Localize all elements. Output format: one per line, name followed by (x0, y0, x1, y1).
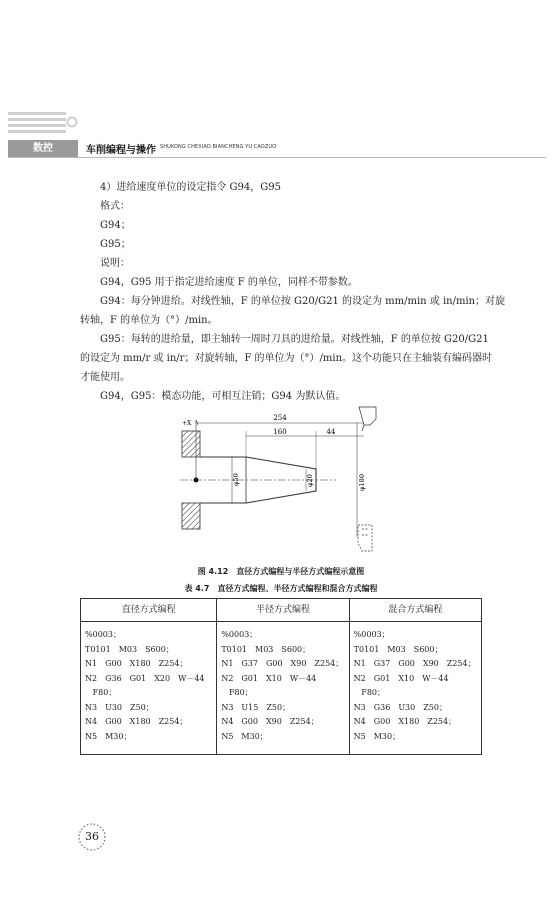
chuck-jaw-lower (182, 503, 200, 529)
table-caption: 表 4.7 直径方式编程、半径方式编程和混合方式编程 (184, 584, 378, 593)
body-line: G94：每分钟进给。对线性轴，F 的单位按 G20/G21 的设定为 mm/min 或 in/min；对旋 (100, 296, 506, 307)
dia-50: φ50 (232, 473, 240, 486)
dim-254: 254 (273, 414, 287, 422)
body-line: G94，G95 用于指定进给速度 F 的单位，同样不带参数。 (100, 277, 358, 288)
lathe-diagram (176, 403, 386, 555)
header-rule (8, 157, 546, 158)
body-line: 转轴，F 的单位为（°）/min。 (80, 315, 218, 326)
table-header-row (81, 599, 482, 622)
header-tag: 数控 (8, 140, 78, 157)
dim-44: 44 (326, 428, 336, 436)
axis-x-label: +X (182, 420, 192, 427)
tool-lower (358, 525, 372, 551)
code-diameter: %0003； T0101 M03 S600； N1 G00 X180 Z254； N2 G36 G01 X20 W－44 F80； N3 U30 Z50； N4 G00 X180 Z254； N5 M30； (81, 622, 217, 755)
body-line: G94，G95：模态功能，可相互注销；G94 为默认值。 (100, 391, 346, 402)
header-subtitle: SHUKONG CHEXIAO BIANCHENG YU CAOZUO (160, 144, 277, 150)
header-diameter: 直径方式编程 (81, 599, 217, 622)
header-title: 车削编程与操作 (86, 145, 156, 156)
body-line: G95； (100, 239, 131, 250)
tool-upper (359, 407, 376, 431)
program-table (80, 598, 482, 755)
figure-caption: 图 4.12 直径方式编程与半径方式编程示意图 (197, 567, 365, 576)
dia-180: φ180 (358, 474, 366, 491)
body-line: 4）进给速度单位的设定指令 G94，G95 (100, 182, 281, 193)
body-line: 才能使用。 (80, 372, 130, 383)
header-radius: 半径方式编程 (217, 599, 349, 622)
body-text (80, 178, 506, 406)
header-mixed: 混合方式编程 (349, 599, 481, 622)
dia-20: φ20 (306, 474, 314, 487)
body-line: 说明： (100, 258, 130, 269)
code-radius: %0003； T0101 M03 S600； N1 G37 G00 X90 Z254； N2 G01 X10 W－44 F80； N3 U15 Z50； N4 G00 X90 Z254； N5 M30； (217, 622, 349, 755)
body-line: G94； (100, 220, 131, 231)
page-number: 36 (85, 830, 99, 843)
code-mixed: %0003； T0101 M03 S600； N1 G37 G00 X90 Z254； N2 G01 X10 W－44 F80； N3 G36 U30 Z50； N4 G00 X180 Z254； N5 M30； (349, 622, 481, 755)
header-decoration (8, 110, 78, 138)
chuck-jaw-upper (182, 431, 200, 457)
body-line: 格式： (100, 201, 130, 212)
page-number-badge (77, 822, 107, 852)
table-row (81, 622, 482, 755)
body-line: G95：每转的进给量，即主轴转一周时刀具的进给量。对线性轴，F 的单位按 G20/G21 (100, 334, 489, 345)
dim-160: 160 (273, 428, 287, 436)
body-line: 的设定为 mm/r 或 in/r；对旋转轴，F 的单位为（°）/min。这个功能只在主轴装有编码器时 (80, 353, 493, 364)
